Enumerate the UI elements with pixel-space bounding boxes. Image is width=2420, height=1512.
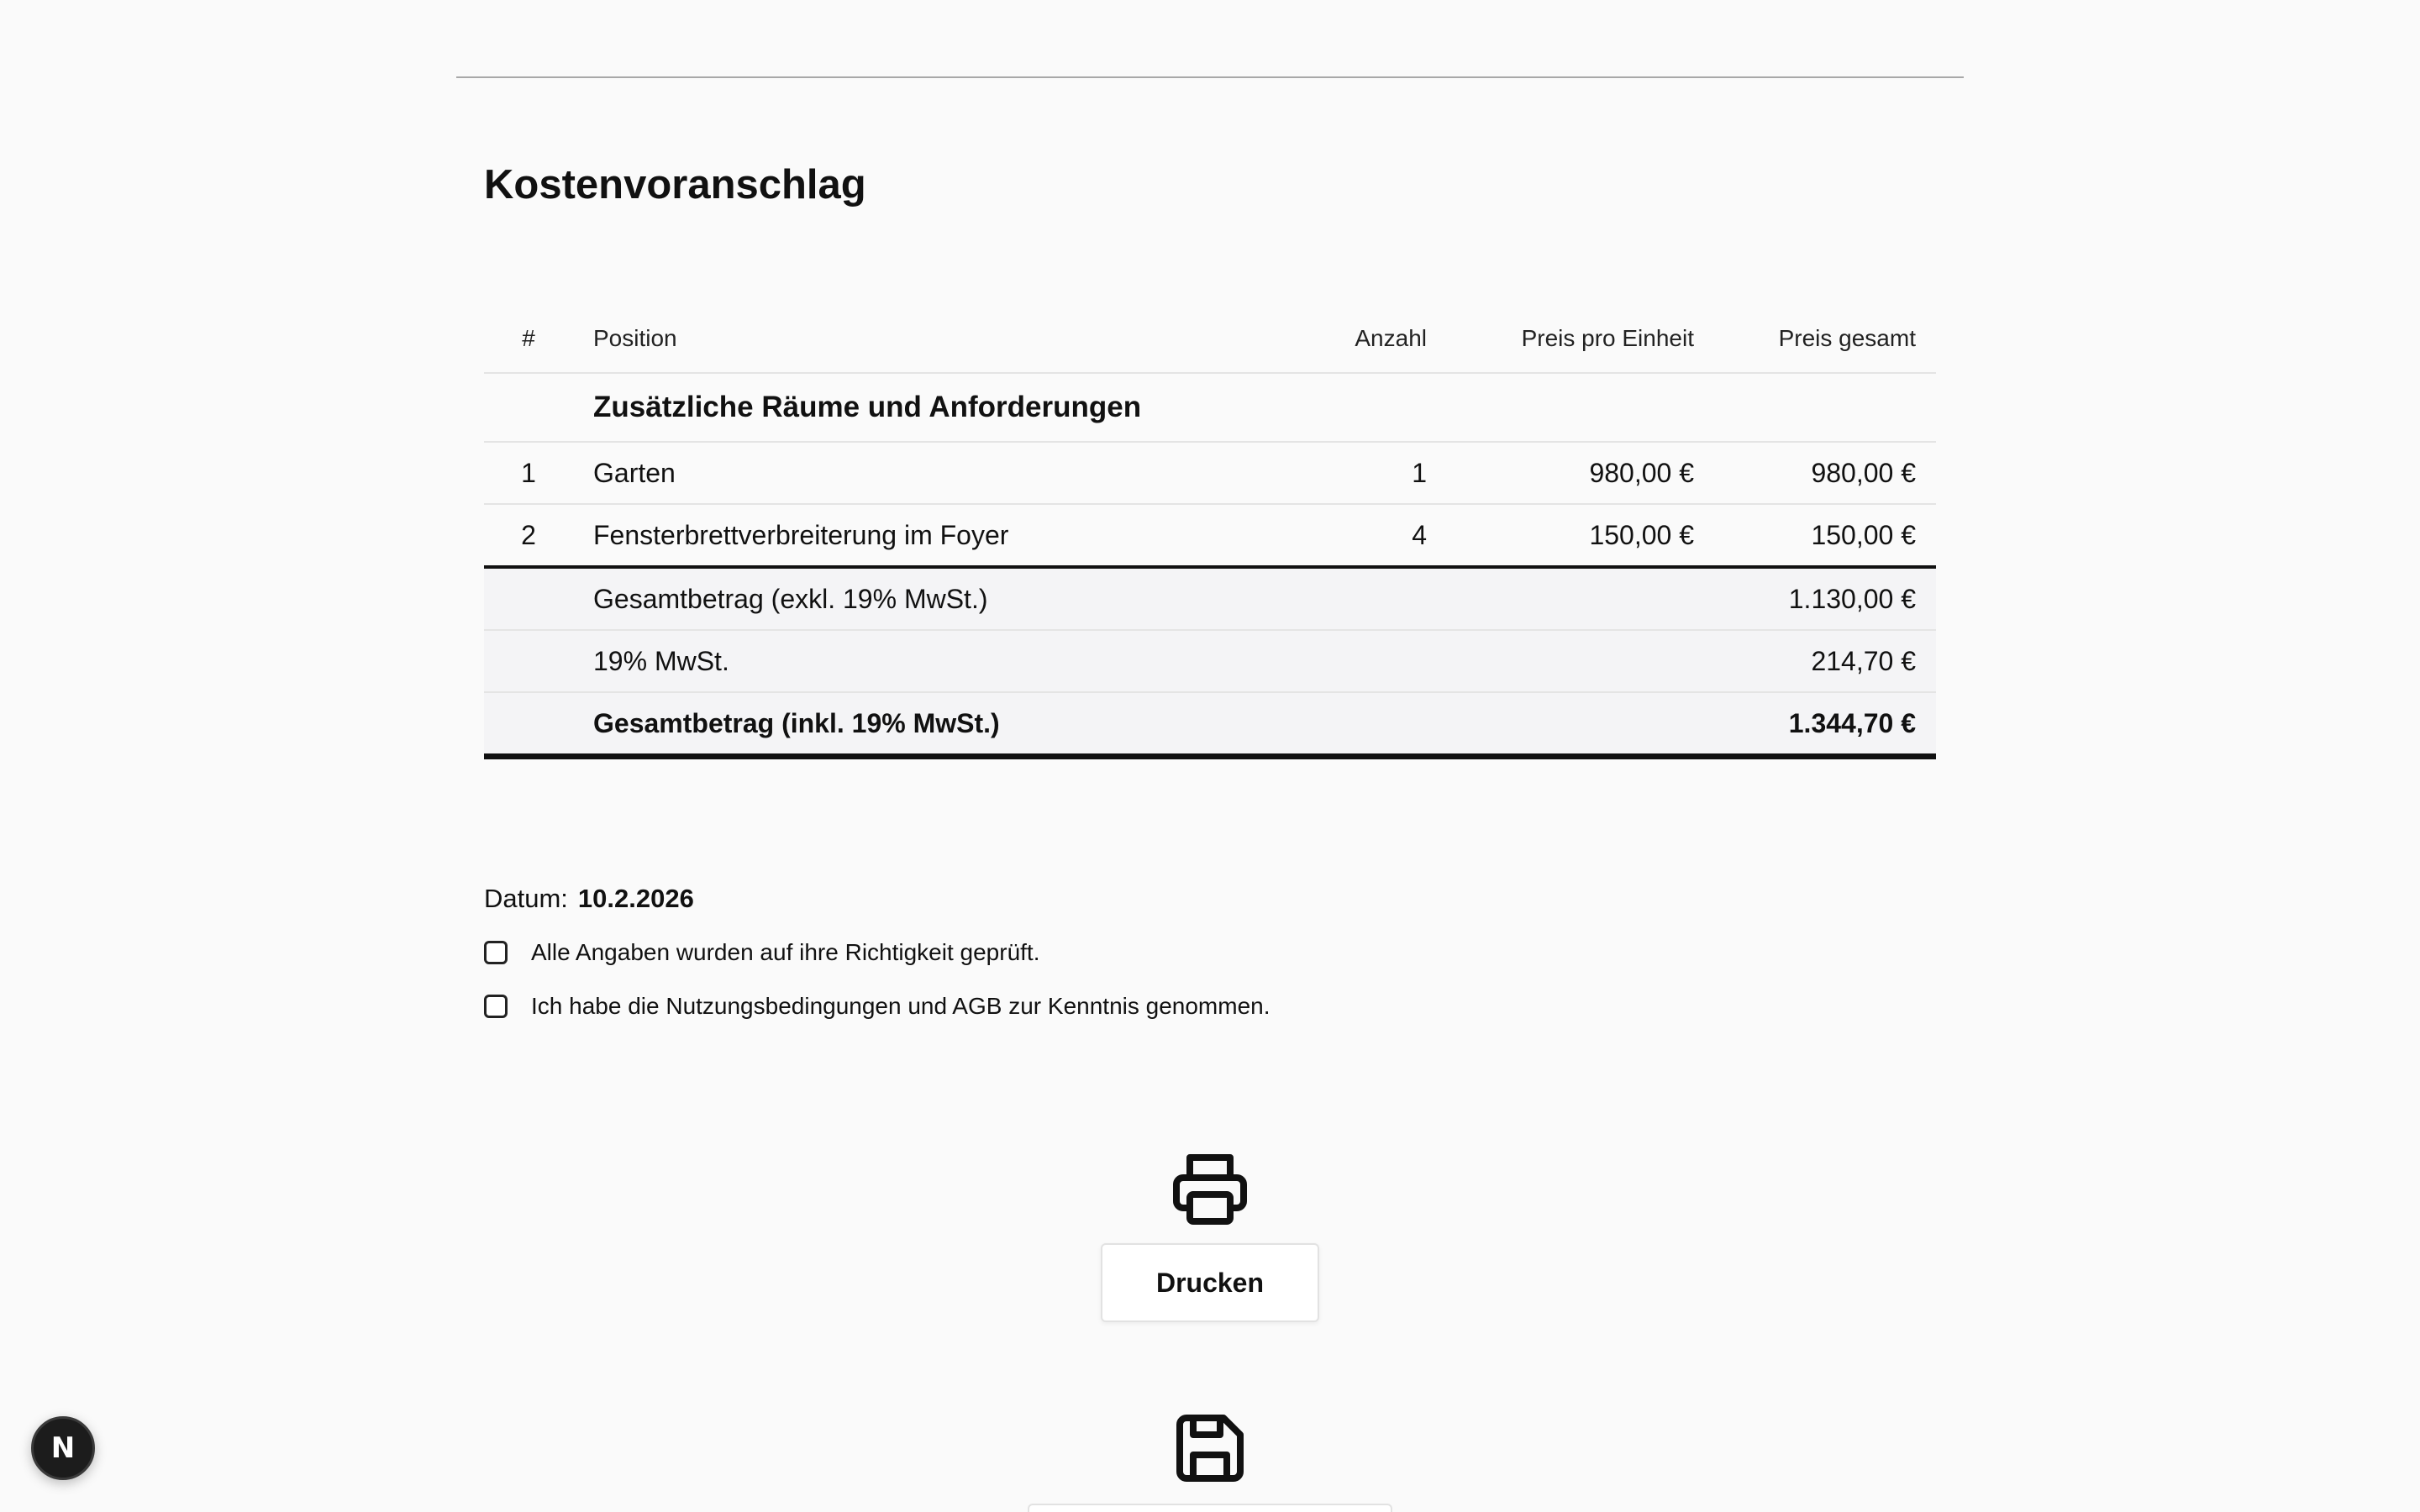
quote-document <box>484 155 1936 759</box>
gross-total-value: 1.344,70 € <box>1714 692 1936 757</box>
row-num: 2 <box>484 504 573 567</box>
date-value: 10.2.2026 <box>577 884 694 913</box>
section-title: Zusätzliche Räume und Anforderungen <box>573 373 1289 442</box>
vat-value: 214,70 € <box>1714 630 1936 692</box>
row-unit-price: 150,00 € <box>1447 504 1714 567</box>
table-row <box>484 504 1936 567</box>
save-action <box>0 1408 2420 1512</box>
header-position: Position <box>573 305 1289 373</box>
header-unit-price: Preis pro Einheit <box>1447 305 1714 373</box>
checkbox-label-terms: Ich habe die Nutzungsbedingungen und AGB zur Kenntnis genommen. <box>531 993 1270 1019</box>
header-num: # <box>484 305 573 373</box>
row-position: Garten <box>573 442 1289 504</box>
row-num: 1 <box>484 442 573 504</box>
save-button[interactable] <box>1028 1504 1392 1512</box>
vat-row <box>484 630 1936 692</box>
table-row <box>484 442 1936 504</box>
date-label: Datum: <box>484 884 568 913</box>
checkbox-label-verified: Alle Angaben wurden auf ihre Richtigkeit geprüft. <box>531 939 1040 965</box>
header-total-price: Preis gesamt <box>1714 305 1936 373</box>
net-total-value: 1.130,00 € <box>1714 567 1936 630</box>
print-action <box>0 1147 2420 1322</box>
vat-label: 19% MwSt. <box>573 630 1289 692</box>
checkbox-verified[interactable] <box>484 941 508 964</box>
section-row <box>484 373 1936 442</box>
checkbox-row-verified[interactable] <box>484 934 1936 971</box>
confirmation-section <box>484 880 1936 1025</box>
row-total-price: 980,00 € <box>1714 442 1936 504</box>
gross-total-label: Gesamtbetrag (inkl. 19% MwSt.) <box>573 692 1289 757</box>
net-total-row <box>484 567 1936 630</box>
table-header-row <box>484 305 1936 373</box>
row-quantity: 4 <box>1289 504 1447 567</box>
header-quantity: Anzahl <box>1289 305 1447 373</box>
page-title: Kostenvoranschlag <box>484 162 866 207</box>
row-unit-price: 980,00 € <box>1447 442 1714 504</box>
gross-total-row <box>484 692 1936 757</box>
floppy-disk-icon <box>1170 1408 1250 1488</box>
top-divider <box>456 76 1964 78</box>
net-total-label: Gesamtbetrag (exkl. 19% MwSt.) <box>573 567 1289 630</box>
printer-icon <box>1170 1147 1250 1228</box>
quote-table <box>484 305 1936 759</box>
checkbox-row-terms[interactable] <box>484 988 1936 1025</box>
row-position: Fensterbrettverbreiterung im Foyer <box>573 504 1289 567</box>
nextjs-logo-icon[interactable] <box>31 1416 95 1480</box>
print-button[interactable]: Drucken <box>1101 1243 1319 1322</box>
date-line <box>484 880 1936 917</box>
dev-badge-letter: N <box>50 1431 76 1465</box>
checkbox-terms[interactable] <box>484 995 508 1018</box>
row-quantity: 1 <box>1289 442 1447 504</box>
row-total-price: 150,00 € <box>1714 504 1936 567</box>
